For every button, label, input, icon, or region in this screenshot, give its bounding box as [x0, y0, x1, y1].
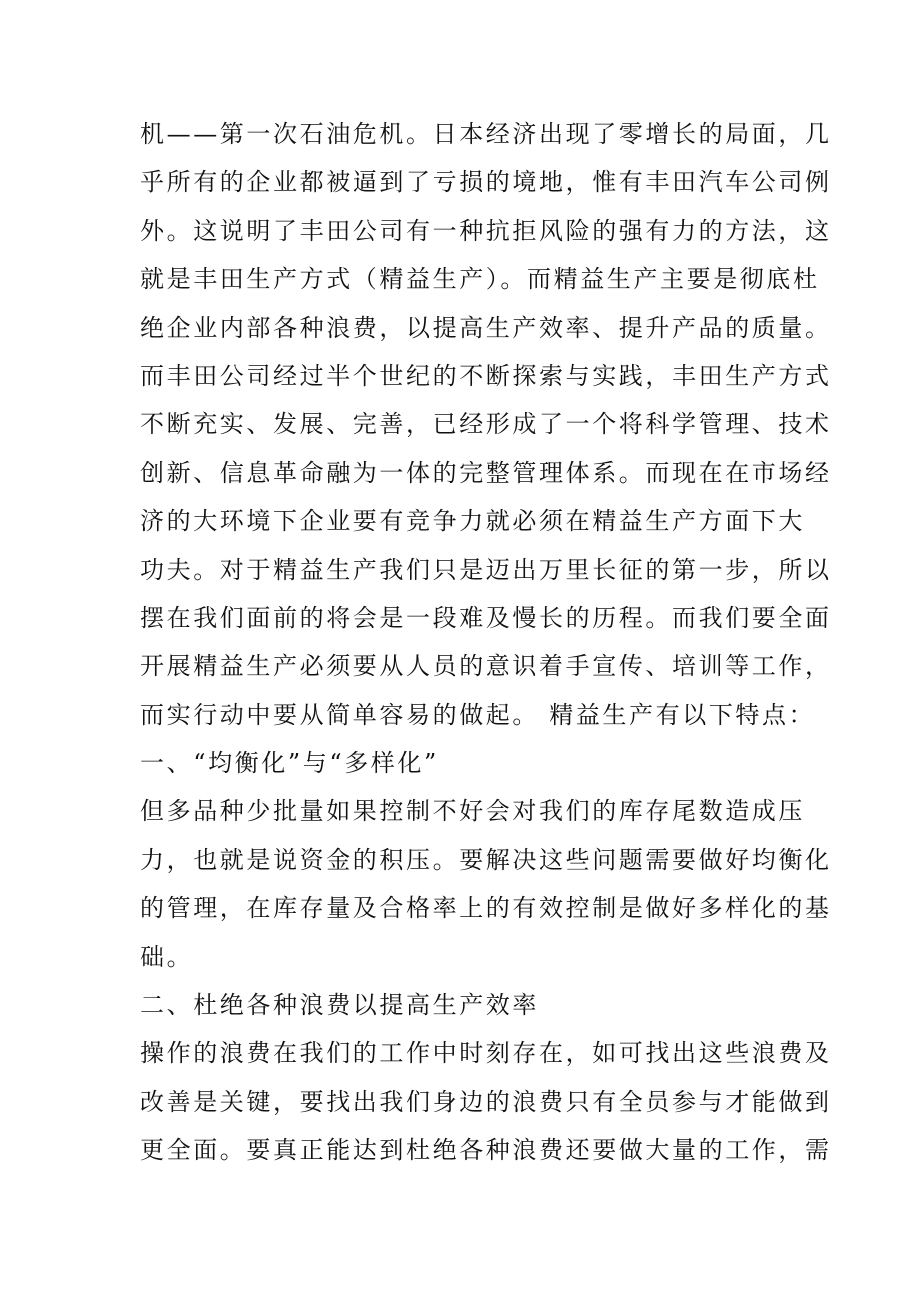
text-line: 机——第一次石油危机。日本经济出现了零增长的局面，几 — [140, 120, 832, 148]
text-line: 础。 — [140, 942, 194, 971]
text-line: 改善是关键，要找出我们身边的浪费只有全员参与才能做到 — [140, 1087, 832, 1116]
text-line: 而丰田公司经过半个世纪的不断探索与实践，丰田生产方式 — [140, 361, 832, 390]
text-line: 绝企业内部各种浪费，以提高生产效率、提升产品的质量。 — [140, 313, 832, 342]
text-line: 而实行动中要从简单容易的做起。 精益生产有以下特点： — [140, 700, 816, 729]
text-line: 更全面。要真正能达到杜绝各种浪费还要做大量的工作，需 — [140, 1136, 832, 1165]
text-line: 济的大环境下企业要有竞争力就必须在精益生产方面下大 — [140, 507, 805, 536]
section-heading: 二、杜绝各种浪费以提高生产效率 — [140, 991, 539, 1020]
text-line: 操作的浪费在我们的工作中时刻存在，如可找出这些浪费及 — [140, 1039, 832, 1068]
text-line: 创新、信息革命融为一体的完整管理体系。而现在在市场经 — [140, 458, 832, 487]
text-line: 乎所有的企业都被逼到了亏损的境地，惟有丰田汽车公司例 — [140, 168, 832, 197]
section-heading: 一、“均衡化”与“多样化” — [140, 749, 439, 778]
text-line: 外。这说明了丰田公司有一种抗拒风险的强有力的方法，这 — [140, 216, 832, 245]
text-line: 功夫。对于精益生产我们只是迈出万里长征的第一步，所以 — [140, 555, 832, 584]
text-line: 就是丰田生产方式（精益生产）。而精益生产主要是彻底杜 — [140, 265, 820, 294]
text-line: 摆在我们面前的将会是一段难及慢长的历程。而我们要全面 — [140, 603, 832, 632]
text-line: 的管理，在库存量及合格率上的有效控制是做好多样化的基 — [140, 894, 832, 923]
document-body — [140, 110, 832, 1175]
text-line: 不断充实、发展、完善，已经形成了一个将科学管理、技术 — [140, 410, 832, 439]
text-line: 开展精益生产必须要从人员的意识着手宣传、培训等工作， — [140, 652, 832, 681]
text-line: 但多品种少批量如果控制不好会对我们的库存尾数造成压 — [140, 797, 805, 826]
text-line: 力，也就是说资金的积压。要解决这些问题需要做好均衡化 — [140, 845, 832, 874]
